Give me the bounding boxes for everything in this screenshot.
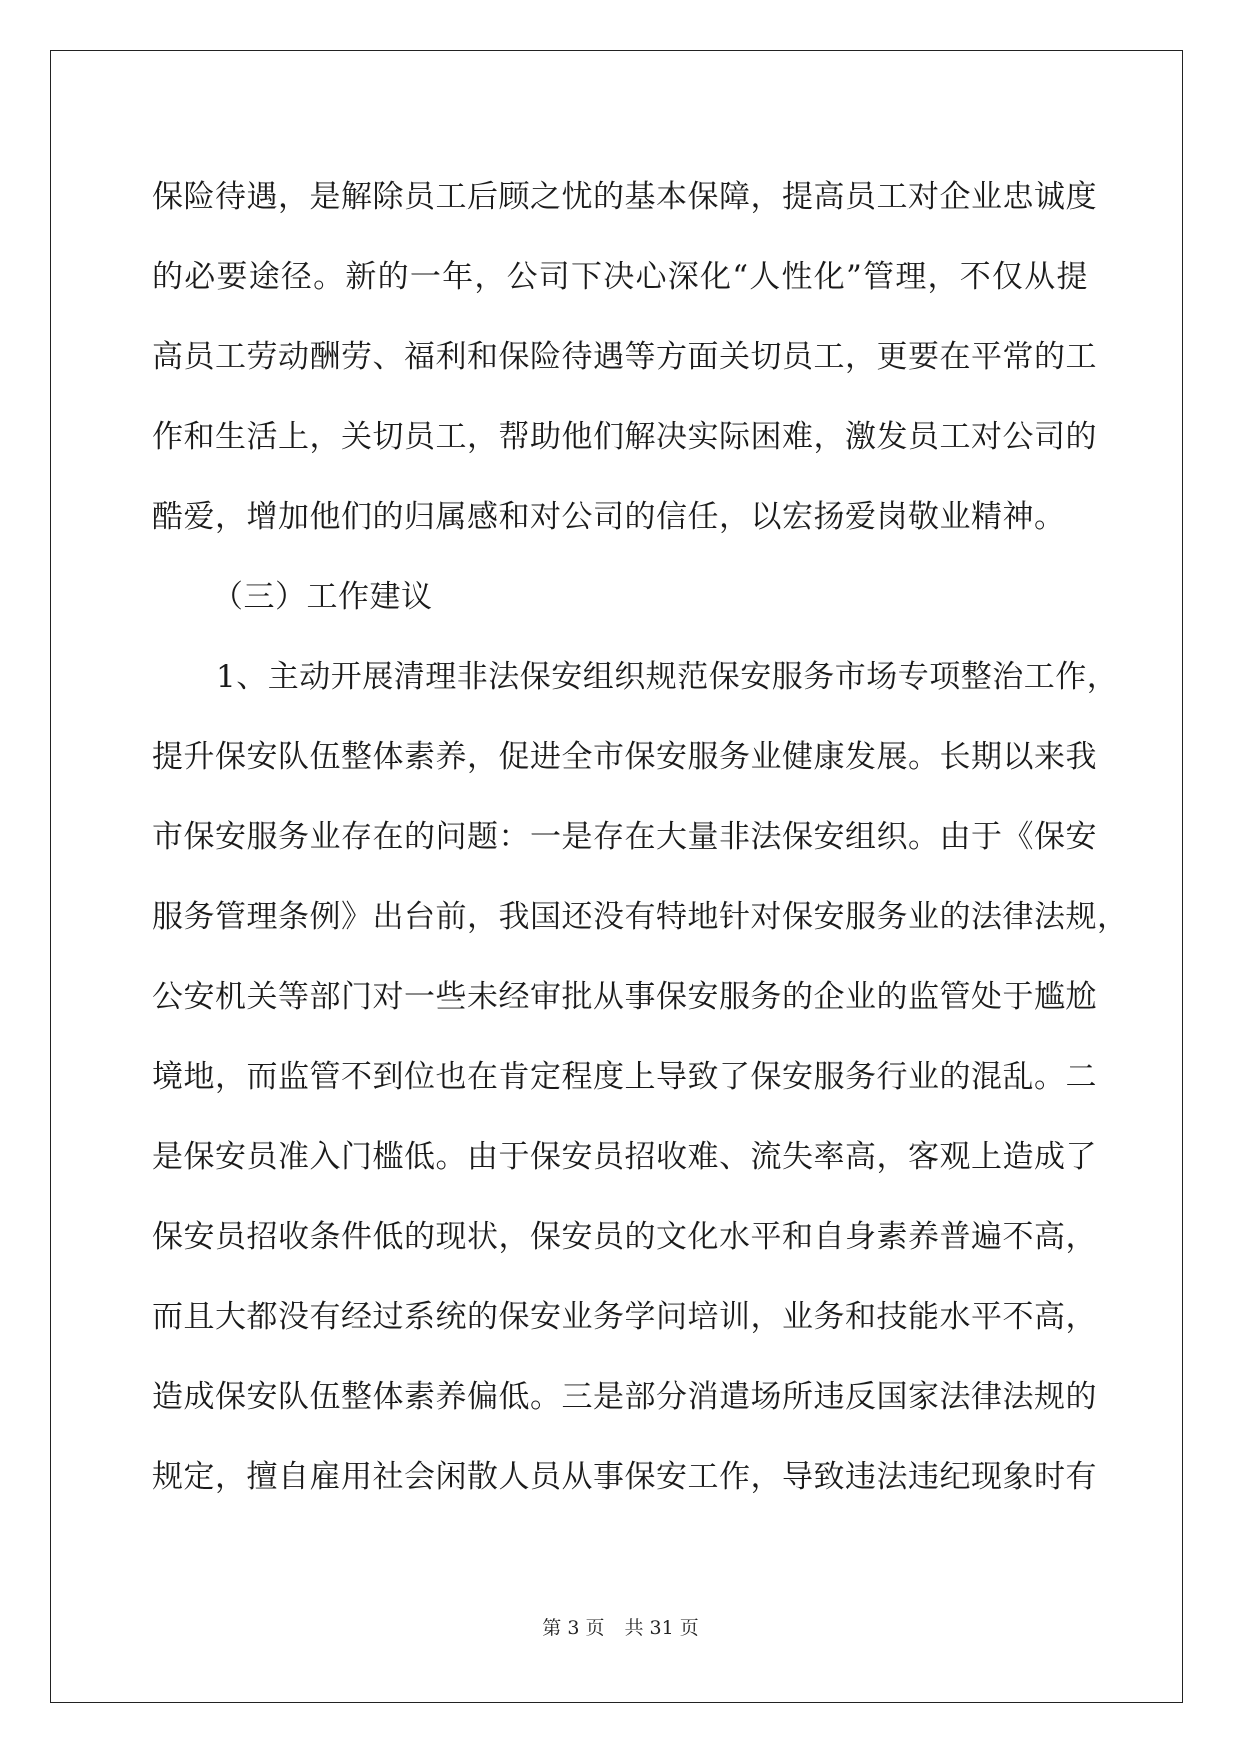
page-footer <box>0 1613 1241 1640</box>
text-line: 是保安员准入门槛低。由于保安员招收难、流失率高，客观上造成了 <box>152 1139 1097 1175</box>
document-body <box>152 157 1129 1517</box>
text-line: 1、主动开展清理非法保安组织规范保安服务市场专项整治工作， <box>216 659 1119 695</box>
text-line: 规定，擅自雇用社会闲散人员从事保安工作，导致违法违纪现象时有 <box>152 1459 1097 1495</box>
page-total: 共 31 页 <box>624 1617 699 1639</box>
text-line: 作和生活上，关切员工，帮助他们解决实际困难，激发员工对公司的 <box>152 419 1097 455</box>
text-line: 保险待遇，是解除员工后顾之忧的基本保障，提高员工对企业忠诚度 <box>152 179 1097 215</box>
text-line: 公安机关等部门对一些未经审批从事保安服务的企业的监管处于尴尬 <box>152 979 1097 1015</box>
text-line: 的必要途径。新的一年，公司下决心深化“人性化”管理，不仅从提 <box>152 259 1088 295</box>
text-line: 保安员招收条件低的现状，保安员的文化水平和自身素养普遍不高， <box>152 1219 1097 1255</box>
text-line: 提升保安队伍整体素养，促进全市保安服务业健康发展。长期以来我 <box>152 739 1097 775</box>
text-line: 造成保安队伍整体素养偏低。三是部分消遣场所违反国家法律法规的 <box>152 1379 1097 1415</box>
text-line: 服务管理条例》出台前，我国还没有特地针对保安服务业的法律法规， <box>152 899 1129 935</box>
text-line: 高员工劳动酬劳、福利和保险待遇等方面关切员工，更要在平常的工 <box>152 339 1097 375</box>
section-heading: （三）工作建议 <box>212 579 433 615</box>
text-line: 而且大都没有经过系统的保安业务学问培训，业务和技能水平不高， <box>152 1299 1097 1335</box>
text-line: 市保安服务业存在的问题：一是存在大量非法保安组织。由于《保安 <box>152 819 1097 855</box>
page-number: 第 3 页 <box>542 1617 605 1639</box>
text-line: 酷爱，增加他们的归属感和对公司的信任，以宏扬爱岗敬业精神。 <box>152 499 1066 535</box>
text-line: 境地，而监管不到位也在肯定程度上导致了保安服务行业的混乱。二 <box>152 1059 1097 1095</box>
